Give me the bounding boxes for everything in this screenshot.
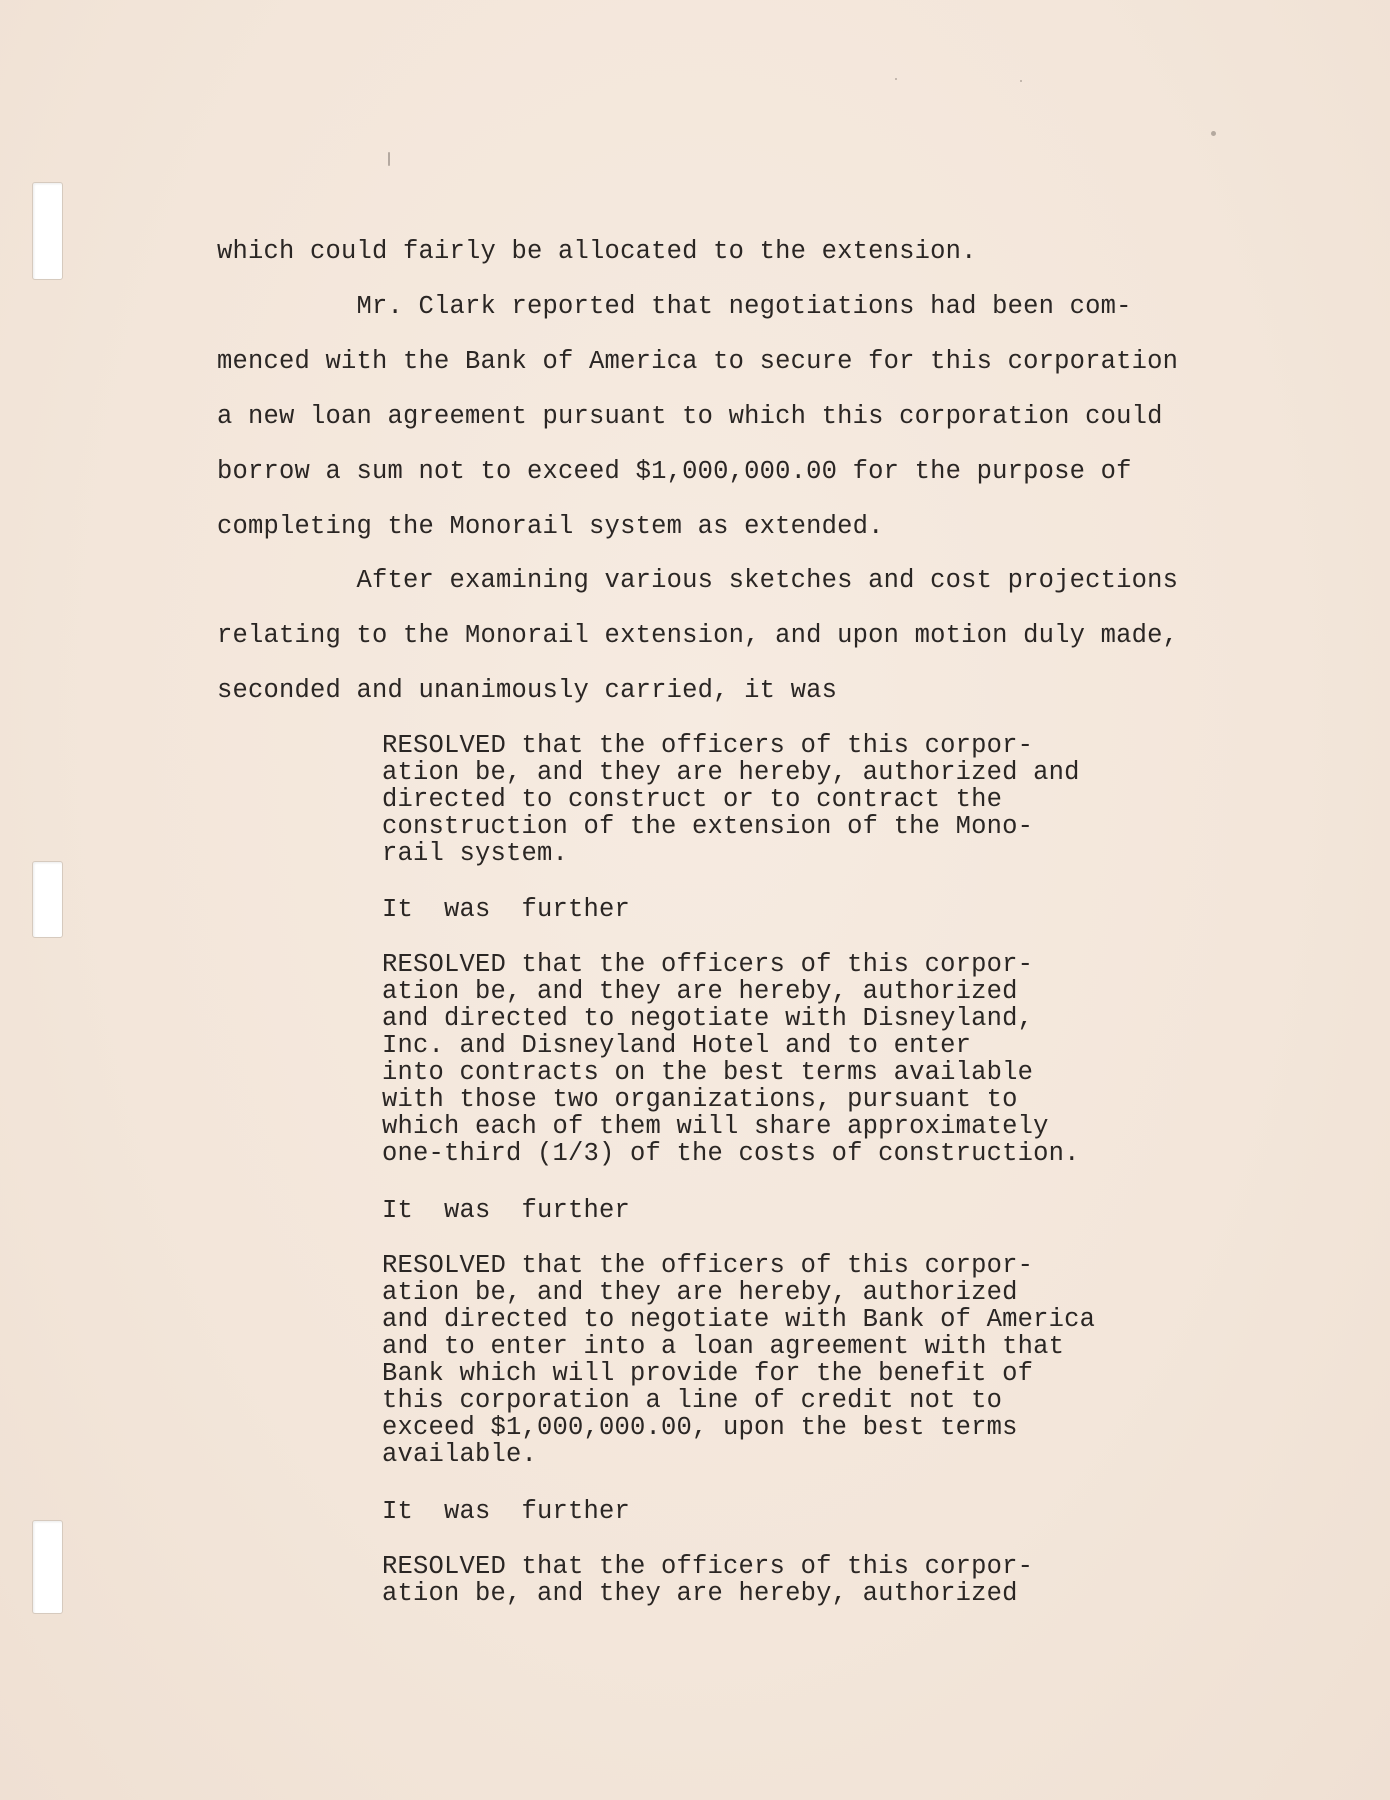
resolution-line: RESOLVED that the officers of this corpor-: [382, 731, 1034, 760]
resolution-line: ation be, and they are hereby, authorized and: [382, 758, 1080, 787]
resolution-line: and directed to negotiate with Bank of America: [382, 1305, 1096, 1334]
resolution-line: ation be, and they are hereby, authorized: [382, 977, 1018, 1006]
resolution-line: ation be, and they are hereby, authorized: [382, 1579, 1018, 1608]
resolution-line: directed to construct or to contract the: [382, 785, 1003, 814]
punch-hole-bottom: [32, 1520, 63, 1614]
body-line: After examining various sketches and cost projections: [217, 566, 1179, 595]
resolution-line: RESOLVED that the officers of this corpor-: [382, 1251, 1034, 1280]
resolution-line: RESOLVED that the officers of this corpor-: [382, 950, 1034, 979]
resolution-line: and directed to negotiate with Disneyland,: [382, 1004, 1034, 1033]
body-line: relating to the Monorail extension, and upon motion duly made,: [217, 621, 1179, 650]
resolution-line: and to enter into a loan agreement with that: [382, 1332, 1065, 1361]
resolution-line: available.: [382, 1440, 538, 1469]
paper-speck: [1211, 131, 1216, 136]
resolution-line: which each of them will share approximately: [382, 1112, 1049, 1141]
body-line: a new loan agreement pursuant to which this corporation could: [217, 402, 1163, 431]
body-line: Mr. Clark reported that negotiations had been com-: [217, 292, 1132, 321]
resolution-line: this corporation a line of credit not to: [382, 1386, 1003, 1415]
further-line: It was further: [382, 895, 631, 924]
resolution-line: Inc. and Disneyland Hotel and to enter: [382, 1031, 972, 1060]
resolution-line: exceed $1,000,000.00, upon the best terms: [382, 1413, 1018, 1442]
resolution-line: rail system.: [382, 839, 569, 868]
resolution-line: with those two organizations, pursuant to: [382, 1085, 1018, 1114]
resolution-line: Bank which will provide for the benefit of: [382, 1359, 1034, 1388]
punch-hole-top: [32, 182, 63, 280]
resolution-line: ation be, and they are hereby, authorized: [382, 1278, 1018, 1307]
paper-speck: [895, 78, 897, 80]
paper-mark: [388, 152, 390, 166]
body-line: borrow a sum not to exceed $1,000,000.00 for the purpose of: [217, 457, 1132, 486]
resolution-line: one-third (1/3) of the costs of construction.: [382, 1139, 1080, 1168]
resolution-line: RESOLVED that the officers of this corpor-: [382, 1552, 1034, 1581]
further-line: It was further: [382, 1497, 631, 1526]
body-line: menced with the Bank of America to secure for this corporation: [217, 347, 1179, 376]
resolution-line: construction of the extension of the Mono-: [382, 812, 1034, 841]
body-line: seconded and unanimously carried, it was: [217, 676, 838, 705]
body-line: which could fairly be allocated to the extension.: [217, 237, 977, 266]
further-line: It was further: [382, 1196, 631, 1225]
punch-hole-middle: [32, 861, 63, 938]
paper-speck: [1020, 80, 1022, 82]
body-line: completing the Monorail system as extended.: [217, 512, 884, 541]
resolution-line: into contracts on the best terms available: [382, 1058, 1034, 1087]
